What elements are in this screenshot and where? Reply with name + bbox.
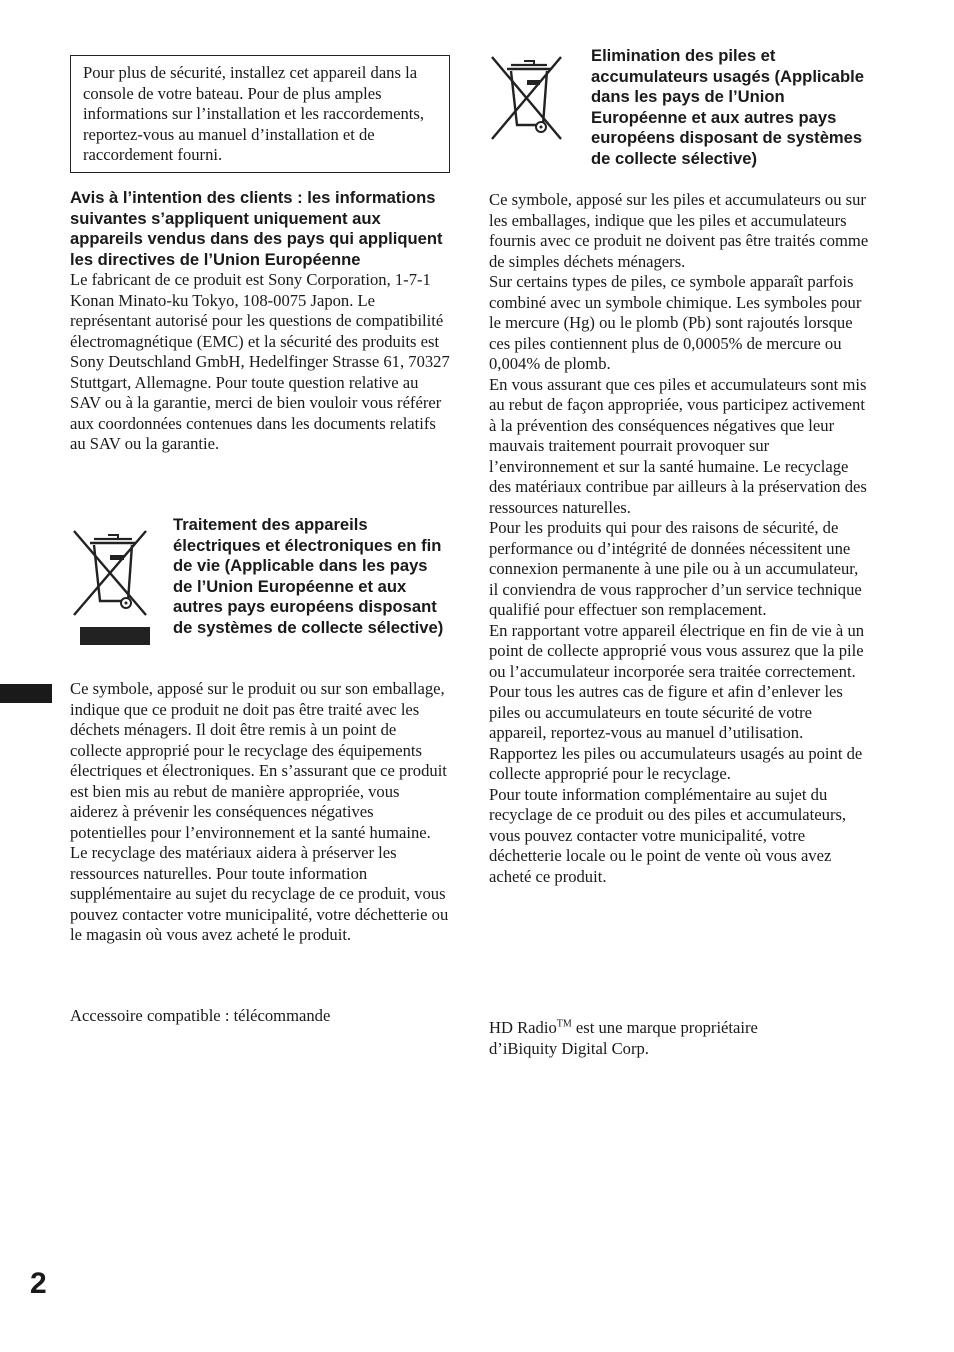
batteries-heading: Elimination des piles et accumulateurs usagés (Applicable dans les pays de l’Union Européenne et aux autres pays européens disposant de systèmes de collecte sélective) (591, 46, 864, 168)
weee-heading: Traitement des appareils électriques et électroniques en fin de vie (Applicable dans les pays de l’Union Européenne et aux autres pays européens disposant de systèmes de collecte sélective) (173, 515, 444, 637)
eu-notice-heading: Avis à l’intention des clients : les informations suivantes s’appliquent uniquement aux appareils vendus dans des pays qui appliquent les directives de l’Union Européenne (70, 188, 443, 269)
trademark-brand: HD Radio (489, 1018, 557, 1037)
batteries-paragraph: Sur certains types de piles, ce symbole apparaît parfois combiné avec un symbole chimique. Les symboles pour le mercure (Hg) ou le plomb (Pb) sont rajoutés lorsque ces piles contiennent plus de 0,0005% de mercure ou 0,004% de plomb. (489, 272, 862, 373)
trademark-line-1 (489, 1018, 869, 1039)
crossed-out-wheelie-bin-icon (489, 51, 565, 143)
weee-body: Ce symbole, apposé sur le produit ou sur son emballage, indique que ce produit ne doit pas être traité avec les déchets ménagers. Il doit être remis à un point de collecte approprié pour le recyclage des équipements électriques et électroniques. En s’assurant que ce produit est bien mis au rebut de manière appropriée, vous aiderez à prévenir les conséquences négatives potentielles pour l’environnement et la santé humaine. Le recyclage des matériaux aidera à préserver les ressources naturelles. Pour toute information supplémentaire au sujet du recyclage de ce produit, vous pouvez contacter votre municipalité, votre déchetterie ou le magasin où vous avez acheté le produit. (70, 679, 449, 944)
trademark-text: est une marque propriétaire (571, 1018, 758, 1037)
eu-notice-body: Le fabricant de ce produit est Sony Corporation, 1-7-1 Konan Minato-ku Tokyo, 108-0075 Japon. Le représentant autorisé pour les questions de compatibilité électromagnétique (EMC) et la sécurité des produits est Sony Deutschland GmbH, Hedelfinger Strasse 61, 70327 Stuttgart, Allemagne. Pour toute question relative au SAV ou à la garantie, merci de bien vouloir vous référer aux coordonnées contenues dans les documents relatifs au SAV ou la garantie. (70, 270, 450, 453)
batteries-body (489, 190, 869, 887)
safety-notice-box (70, 55, 450, 173)
eu-notice-section (70, 188, 450, 455)
batteries-paragraph: En rapportant votre appareil électrique en fin de vie à un point de collecte approprié vous vous assurez que la pile ou l’accumulateur incorporée sera traitée correctement. (489, 620, 865, 681)
safety-notice-text: Pour plus de sécurité, installez cet appareil dans la console de votre bateau. Pour de plus amples informations sur l’installation et les raccordements, reportez-vous au manuel d’installation et de raccordement fourni. (83, 63, 424, 164)
batteries-paragraph: Pour tous les autres cas de figure et afin d’enlever les piles ou accumulateurs en toute sécurité de votre appareil, reportez-vous au manuel d’utilisation. Rapportez les piles ou accumulateurs usagés au point de collecte approprié pour le recyclage. (489, 682, 863, 783)
trademark-symbol: TM (556, 1018, 572, 1030)
batteries-paragraph: Ce symbole, apposé sur les piles et accumulateurs ou sur les emballages, indique que les piles et accumulateurs fournis avec ce produit ne doivent pas être traités comme de simples déchets ménagers. (489, 190, 869, 271)
batteries-paragraph: Pour toute information complémentaire au sujet du recyclage de ce produit ou des piles et accumulateurs, vous pouvez contacter votre municipalité, votre déchetterie locale ou le point de vente où vous avez acheté ce produit. (489, 784, 847, 886)
batteries-paragraph: En vous assurant que ces piles et accumulateurs sont mis au rebut de façon appropriée, vous participez activement à la prévention des conséquences négatives que leur mauvais traitement pourrait provoquer sur l’environnement et sur la santé humaine. Le recyclage des matériaux contribue par ailleurs à la préservation des ressources naturelles. (489, 374, 867, 517)
crossed-out-wheelie-bin-icon (70, 521, 152, 647)
batteries-paragraph: Pour les produits qui pour des raisons de sécurité, de performance ou d’intégrité de données nécessitent une connexion permanente à une pile ou à un accumulateur, il conviendra de vous rapprocher d’un service technique qualifié pour effectuer son remplacement. (489, 518, 862, 619)
accessory-line: Accessoire compatible : télécommande (70, 1006, 331, 1025)
page-number: 2 (30, 1267, 47, 1300)
page-side-tab (0, 684, 52, 703)
trademark-line-2: d’iBiquity Digital Corp. (489, 1038, 649, 1058)
trademark-notice (489, 1018, 869, 1059)
